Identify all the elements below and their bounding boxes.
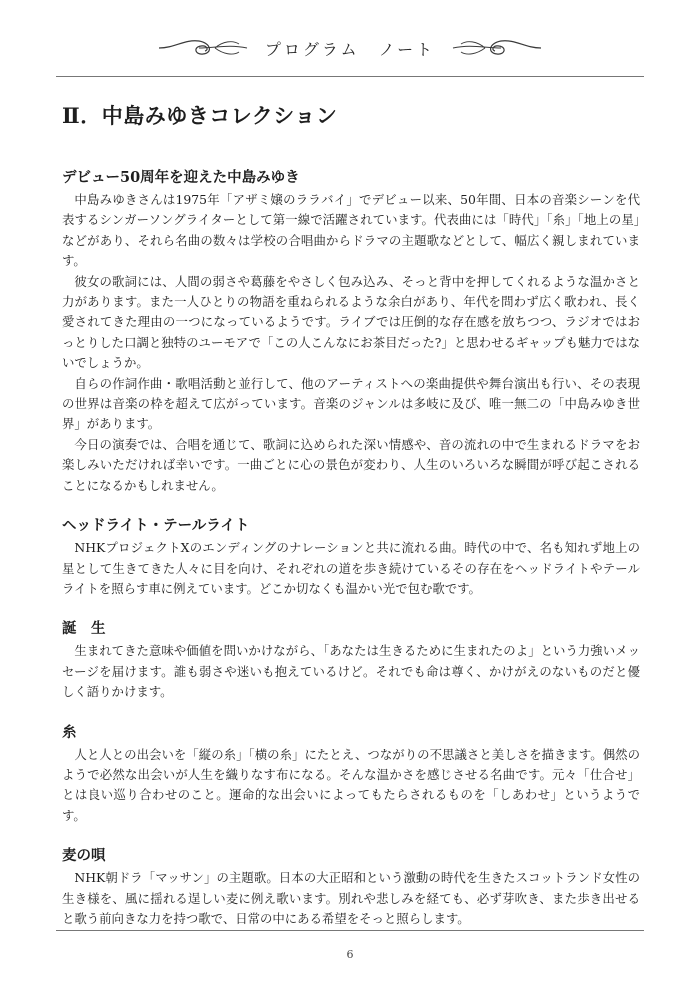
block-title: 糸	[62, 723, 77, 741]
block-title: 誕 生	[62, 620, 106, 638]
program-note-block	[62, 619, 640, 702]
block-title: デビュー50周年を迎えた中島みゆき	[62, 169, 300, 186]
block-paragraph: 彼女の歌詞には、人間の弱さや葛藤をやさしく包み込み、そっと背中を押してくれるような温かさと力があります。また一人ひとりの物語を重ねられるような余白があり、年代を問わず広く歌われ、長く愛されてきた理由の一つになっているようです。ライブでは圧倒的な存在感を放ちつつ、ラジオではおっとりした口調と独特のユーモアで「この人こんなにお茶目だった?」と思わせるギャップも魅力ではないでしょうか。	[62, 273, 640, 371]
right-flourish-ornament	[449, 35, 545, 61]
block-title: ヘッドライト・テールライト	[62, 517, 250, 535]
page-body	[62, 100, 640, 929]
section-title: Ⅱ．中島みゆきコレクション	[62, 103, 338, 128]
left-flourish-ornament	[155, 35, 251, 61]
program-note-block	[62, 723, 640, 827]
page-header-title: プログラム ノート	[264, 39, 436, 59]
footer-divider	[56, 930, 644, 931]
page-header	[0, 28, 700, 68]
header-divider	[56, 76, 644, 77]
block-paragraph: 中島みゆきさんは1975年「アザミ嬢のララバイ」でデビュー以来、50年間、日本の音楽シーンを代表するシンガーソングライターとして第一線で活躍されています。代表曲には「時代」「糸」「地上の星」などがあり、それら名曲の数々は学校の合唱曲からドラマの主題歌などとして、幅広く親しまれています。	[62, 192, 640, 269]
block-paragraph: 生まれてきた意味や価値を問いかけながら、「あなたは生きるために生まれたのよ」という力強いメッセージを届けます。誰も弱さや迷いも抱えているけど。それでも命は尊く、かけがえのないものだと優しく語りかけます。	[62, 643, 640, 700]
block-paragraph: NHKプロジェクトXのエンディングのナレーションと共に流れる曲。時代の中で、名も知れず地上の星として生きてきた人々に目を向け、それぞれの道を歩き続けているその存在をヘッドライトやテールライトを照らす車に例えています。どこか切なくも温かい光で包む歌です。	[62, 540, 640, 596]
program-note-block	[62, 168, 640, 496]
program-note-block	[62, 846, 640, 929]
block-title: 麦の唄	[62, 847, 106, 865]
page-number: 6	[346, 948, 354, 961]
block-paragraph: 自らの作詞作曲・歌唱活動と並行して、他のアーティストへの楽曲提供や舞台演出も行い、その表現の世界は音楽の枠を超えて広がっています。音楽のジャンルは多岐に及び、唯一無二の「中島みゆき世界」があります。	[62, 375, 640, 432]
block-paragraph: NHK朝ドラ「マッサン」の主題歌。日本の大正昭和という激動の時代を生きたスコットランド女性の生き様を、風に揺れる逞しい麦に例え歌います。別れや悲しみを経ても、必ず芽吹き、また歩き出せると歌う前向きな力を持つ歌で、日常の中にある希望をそっと照らします。	[62, 870, 640, 926]
program-note-block	[62, 516, 640, 599]
block-paragraph: 今日の演奏では、合唱を通じて、歌詞に込められた深い情感や、音の流れの中で生まれるドラマをお楽しみいただければ幸いです。一曲ごとに心の景色が変わり、人生のいろいろな瞬間が呼び起こされることになるかもしれません。	[62, 436, 640, 493]
block-paragraph: 人と人との出会いを「縦の糸」「横の糸」にたとえ、つながりの不思議さと美しさを描きます。偶然のようで必然な出会いが人生を織りなす布になる。そんな温かさを感じさせる名曲です。元々「仕合せ」とは良い巡り合わせのこと。運命的な出会いによってもたらされるものを「しあわせ」というようです。	[62, 746, 640, 823]
